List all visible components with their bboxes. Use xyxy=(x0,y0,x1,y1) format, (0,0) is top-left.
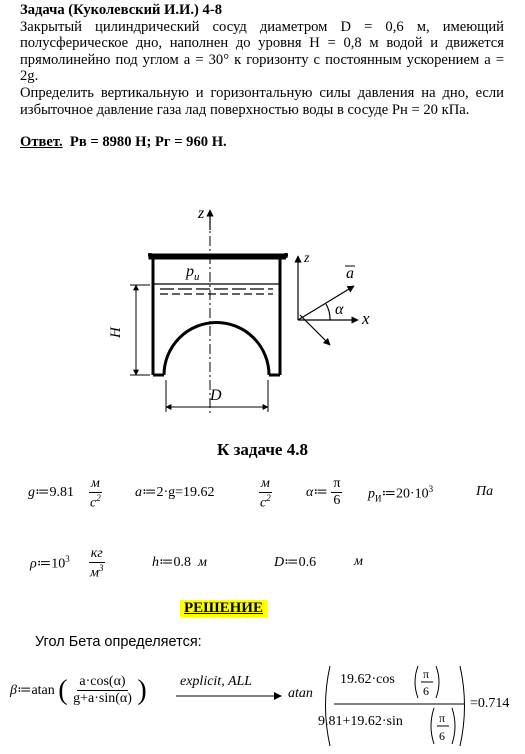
solution-heading: РЕШЕНИЕ xyxy=(180,600,267,617)
rho-definition: $\rho≔10^3$ xyxy=(30,554,70,572)
D-definition: D≔0.6 xyxy=(274,555,317,570)
vessel-walls xyxy=(148,253,288,375)
problem-statement: Закрытый цилиндрический сосуд диаметром D = 0,6 м, имеющий полусферическое дно, наполнен до уровня H = 0,8 м водой и движется прямолинейно под углом a = 30° к горизонту с постоянным ускорением a = 2g. xyxy=(20,18,504,85)
beta-formula: β≔atan ( $\frac{a\cdot\cos(\alpha)}{g+a\cdot\sin(\alpha)}$ ) xyxy=(10,674,147,706)
answer-value: Pв = 8980 Н; Pг = 960 Н. xyxy=(69,134,227,151)
x-axis-label: x xyxy=(362,309,370,328)
svg-text:6: 6 xyxy=(423,684,429,698)
diameter-label: D xyxy=(210,387,222,404)
big-paren-left xyxy=(320,664,332,748)
h-definition: h≔0.8 м xyxy=(152,555,207,570)
g-definition: g≔9.81 xyxy=(28,485,74,500)
a-definition: a≔2·g=19.62 xyxy=(135,485,215,500)
svg-text:6: 6 xyxy=(439,729,445,743)
cos-argument xyxy=(412,664,442,700)
answer-label: Ответ. xyxy=(20,134,63,151)
svg-text:π: π xyxy=(439,711,446,725)
rho-unit: $\frac{кг}{м^3}$ xyxy=(90,546,104,581)
pi-definition: $p_И≔20\cdot 10^3$ xyxy=(368,484,434,504)
answer-line xyxy=(20,134,504,151)
pi-unit: Па xyxy=(476,484,494,499)
problem-text xyxy=(20,2,504,151)
beta-result: =0.714 xyxy=(470,696,510,711)
figure-caption: К задаче 4.8 xyxy=(217,440,308,459)
a-unit: $\frac{м}{c^2}$ xyxy=(260,476,271,511)
height-label: H xyxy=(108,327,124,338)
alpha-definition: α≔ $\frac{\pi}{6}$ xyxy=(306,476,341,508)
beta-numeric-denominator: 9.81+19.62·sin xyxy=(318,714,403,729)
acceleration-label: a xyxy=(346,265,354,282)
beta-numeric-numerator: 19.62·cos xyxy=(340,672,395,687)
height-dimension xyxy=(130,285,150,375)
pressure-label: $p_u$ xyxy=(186,263,200,283)
z-axes-label: z xyxy=(304,251,310,266)
alpha-label: α xyxy=(335,301,344,318)
problem-title: Задача (Куколевский И.И.) 4-8 xyxy=(20,2,223,18)
vessel-figure xyxy=(90,190,390,430)
sin-argument xyxy=(428,706,458,746)
D-unit: м xyxy=(354,554,363,569)
g-unit: $\frac{м}{c^2}$ xyxy=(90,476,101,511)
symbolic-directive: explicit, ALL xyxy=(180,674,253,689)
big-paren-right xyxy=(458,664,470,748)
atan-label: atan xyxy=(288,686,313,701)
evaluation-arrow xyxy=(176,690,284,702)
z-main-label: z xyxy=(198,205,205,222)
beta-fraction-bar xyxy=(334,703,464,705)
svg-text:π: π xyxy=(423,667,430,681)
problem-question: Определить вертикальную и горизонтальную силы давления на дно, если избыточное давление газа лад поверхностью воды в сосуде Pн = 20 кПа. xyxy=(20,84,504,118)
water-surface xyxy=(153,284,280,294)
beta-description: Угол Бета определяется: xyxy=(35,634,202,650)
